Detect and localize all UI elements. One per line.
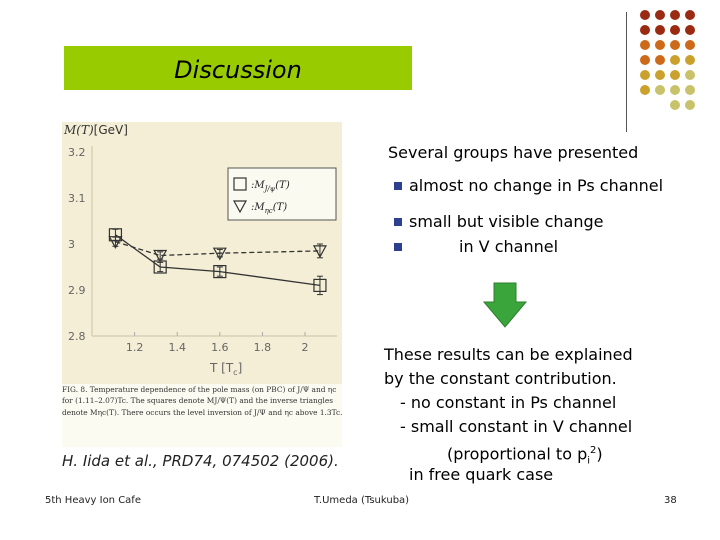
decorative-dot (685, 70, 695, 80)
mass-temperature-chart (62, 122, 342, 384)
bullet-marker (394, 182, 402, 190)
bullet-ps-channel: almost no change in Ps channel (409, 176, 664, 195)
figure-caption: FIG. 8. Temperature dependence of the pole mass (on PBC) of J/Ψ and ηc for (1.11–2.07)Tc. The squares denote MJ/Ψ(T) and the inverse triangles denote Mηc(T). There occurs the level inversion of J/Ψ and ηc above 1.3Tc. (62, 385, 343, 417)
decorative-dot (685, 10, 695, 20)
decorative-dot (670, 55, 680, 65)
bullet-marker (394, 243, 402, 251)
x-axis-label (209, 361, 242, 377)
explanation-line-4: - small constant in V channel (400, 417, 633, 436)
decorative-dot (670, 25, 680, 35)
explanation-line-3: - no constant in Ps channel (400, 393, 617, 412)
x-tick-label: 1.6 (211, 341, 229, 354)
decorative-vertical-line (626, 12, 627, 132)
y-tick-label: 3.2 (68, 146, 86, 159)
decorative-dot (655, 10, 665, 20)
y-tick-label: 2.9 (68, 284, 86, 297)
decorative-dot (655, 55, 665, 65)
decorative-dot (640, 85, 650, 95)
decorative-dot (640, 70, 650, 80)
slide-title: Discussion (174, 56, 302, 84)
x-axis-label-text: T [T (210, 361, 234, 375)
explanation-close-paren: ) (596, 444, 603, 464)
y-axis-label (63, 123, 128, 137)
footer-page-number: 38 (664, 495, 677, 506)
decorative-dot (685, 40, 695, 50)
legend-label-main: :M (251, 180, 265, 191)
decorative-dot (670, 70, 680, 80)
bullet-v-channel: small but visible change (409, 212, 604, 231)
y-tick-label: 3 (68, 238, 75, 251)
y-tick-label: 3.1 (68, 192, 86, 205)
x-tick-label: 1.4 (168, 341, 186, 354)
x-tick-label: 1.8 (253, 341, 272, 354)
x-axis-label-sub: c (233, 368, 238, 377)
decorative-dot (685, 100, 695, 110)
x-tick-label: 2 (301, 341, 309, 354)
bullet-marker (394, 218, 402, 226)
legend-label-suffix: (T) (275, 180, 290, 191)
decorative-dot (670, 40, 680, 50)
decorative-dot (670, 85, 680, 95)
citation: H. Iida et al., PRD74, 074502 (2006). (62, 452, 339, 470)
decorative-dot (685, 85, 695, 95)
intro-text: Several groups have presented (388, 143, 639, 162)
explanation-line-1: These results can be explained (384, 345, 633, 364)
explanation-superscript: 2 (590, 445, 597, 456)
x-tick-label: 1.2 (125, 341, 144, 354)
decorative-dot (685, 25, 695, 35)
bullet-v-channel-cont: in V channel (459, 237, 559, 256)
decorative-dot (640, 10, 650, 20)
explanation-line-6: in free quark case (409, 465, 554, 484)
x-axis-label-bracket: ] (237, 361, 243, 375)
decorative-dot (670, 100, 680, 110)
footer-author: T.Umeda (Tsukuba) (314, 495, 410, 506)
explanation-line-2: by the constant contribution. (384, 369, 617, 388)
legend-label-suffix: (T) (272, 202, 288, 213)
legend-label-sub: J/ψ (264, 185, 276, 193)
decorative-dot (655, 85, 665, 95)
footer-event: 5th Heavy Ion Cafe (45, 495, 141, 506)
y-axis-label-symbol: M(T) (64, 123, 94, 137)
title-bar (64, 46, 412, 90)
y-axis-label-unit: [GeV] (93, 123, 128, 137)
decorative-dot (685, 55, 695, 65)
decorative-dot (655, 70, 665, 80)
explanation-subscript: i (587, 455, 591, 467)
decorative-dot (655, 40, 665, 50)
decorative-dot (655, 25, 665, 35)
explanation-proportional: (proportional to p (447, 444, 588, 464)
legend-label-main: :M (251, 202, 265, 213)
decorative-dot (640, 25, 650, 35)
decorative-dot (640, 55, 650, 65)
legend-label-sub: ηc (264, 207, 273, 215)
decorative-dot (670, 10, 680, 20)
decorative-dot (640, 40, 650, 50)
y-tick-label: 2.8 (68, 330, 86, 343)
down-arrow-icon (483, 282, 527, 328)
